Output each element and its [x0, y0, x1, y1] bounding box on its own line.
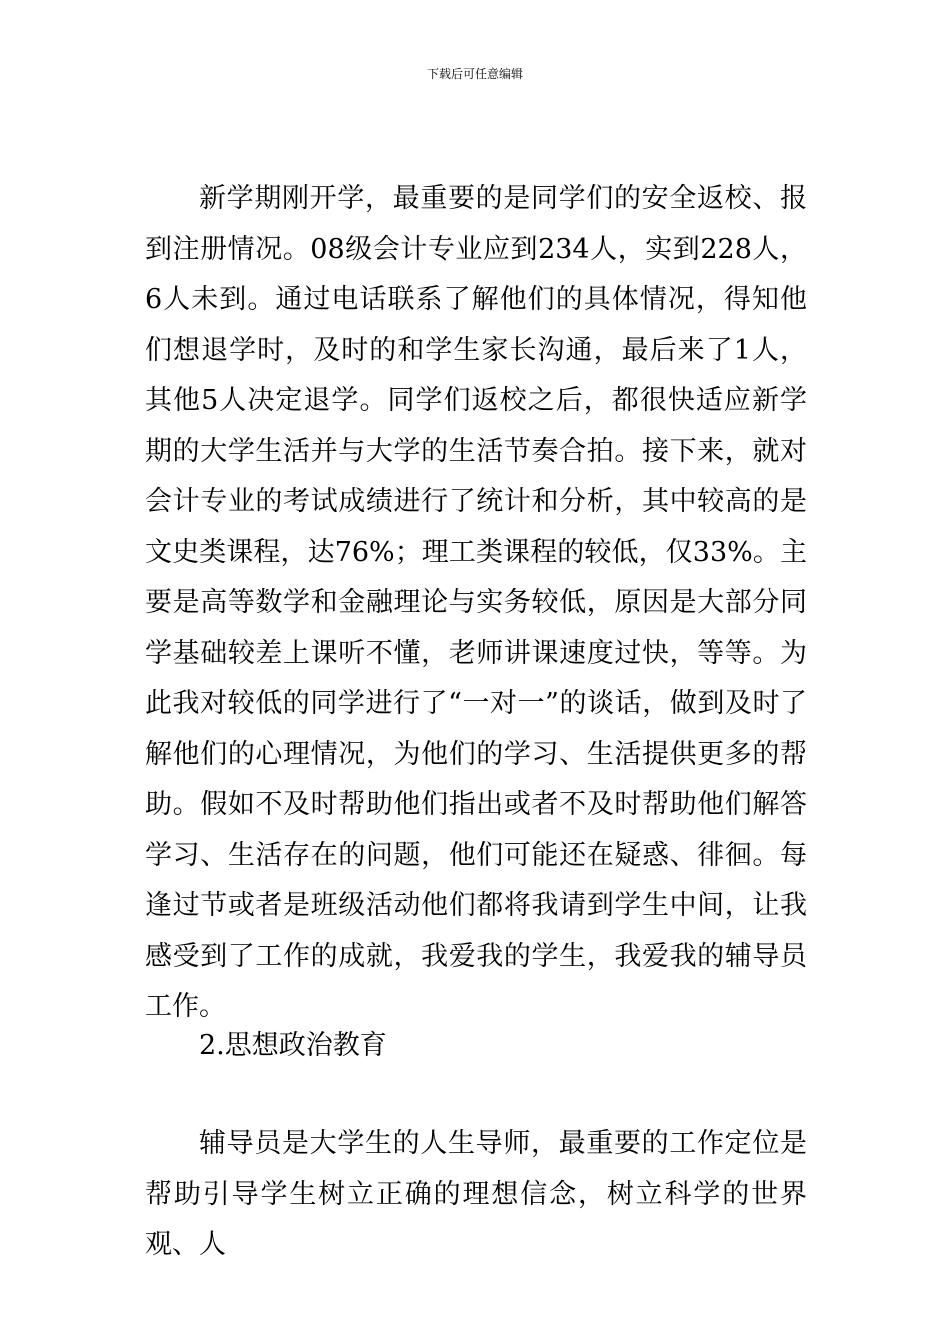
section-heading: 2.思想政治教育 [199, 1030, 387, 1061]
body-paragraph-1: 新学期刚开学，最重要的是同学们的安全返校、报到注册情况。08级会计专业应到234人，实到228人，6人未到。通过电话联系了解他们的具体情况，得知他们想退学时，及时的和学生家长沟通，最后来了1人，其他5人决定退学。同学们返校之后，都很快适应新学期的大学生活并与大学的生活节奏合拍。接下来，就对会计专业的考试成绩进行了统计和分析，其中较高的是文史类课程，达76%；理工类课程的较低，仅33%。主要是高等数学和金融理论与实务较低，原因是大部分同学基础较差上课听不懂，老师讲课速度过快，等等。为此我对较低的同学进行了“一对一”的谈话，做到及时了解他们的心理情况，为他们的学习、生活提供更多的帮助。假如不及时帮助他们指出或者不及时帮助他们解答学习、生活存在的问题，他们可能还在疑惑、徘徊。每逢过节或者是班级活动他们都将我请到学生中间，让我感受到了工作的成就，我爱我的学生，我爱我的辅导员工作。 [145, 183, 807, 1022]
page-header-note: 下载后可任意编辑 [426, 67, 523, 81]
body-paragraph-2: 辅导员是大学生的人生导师，最重要的工作定位是帮助引导学生树立正确的理想信念，树立科学的世界观、人 [145, 1128, 807, 1260]
